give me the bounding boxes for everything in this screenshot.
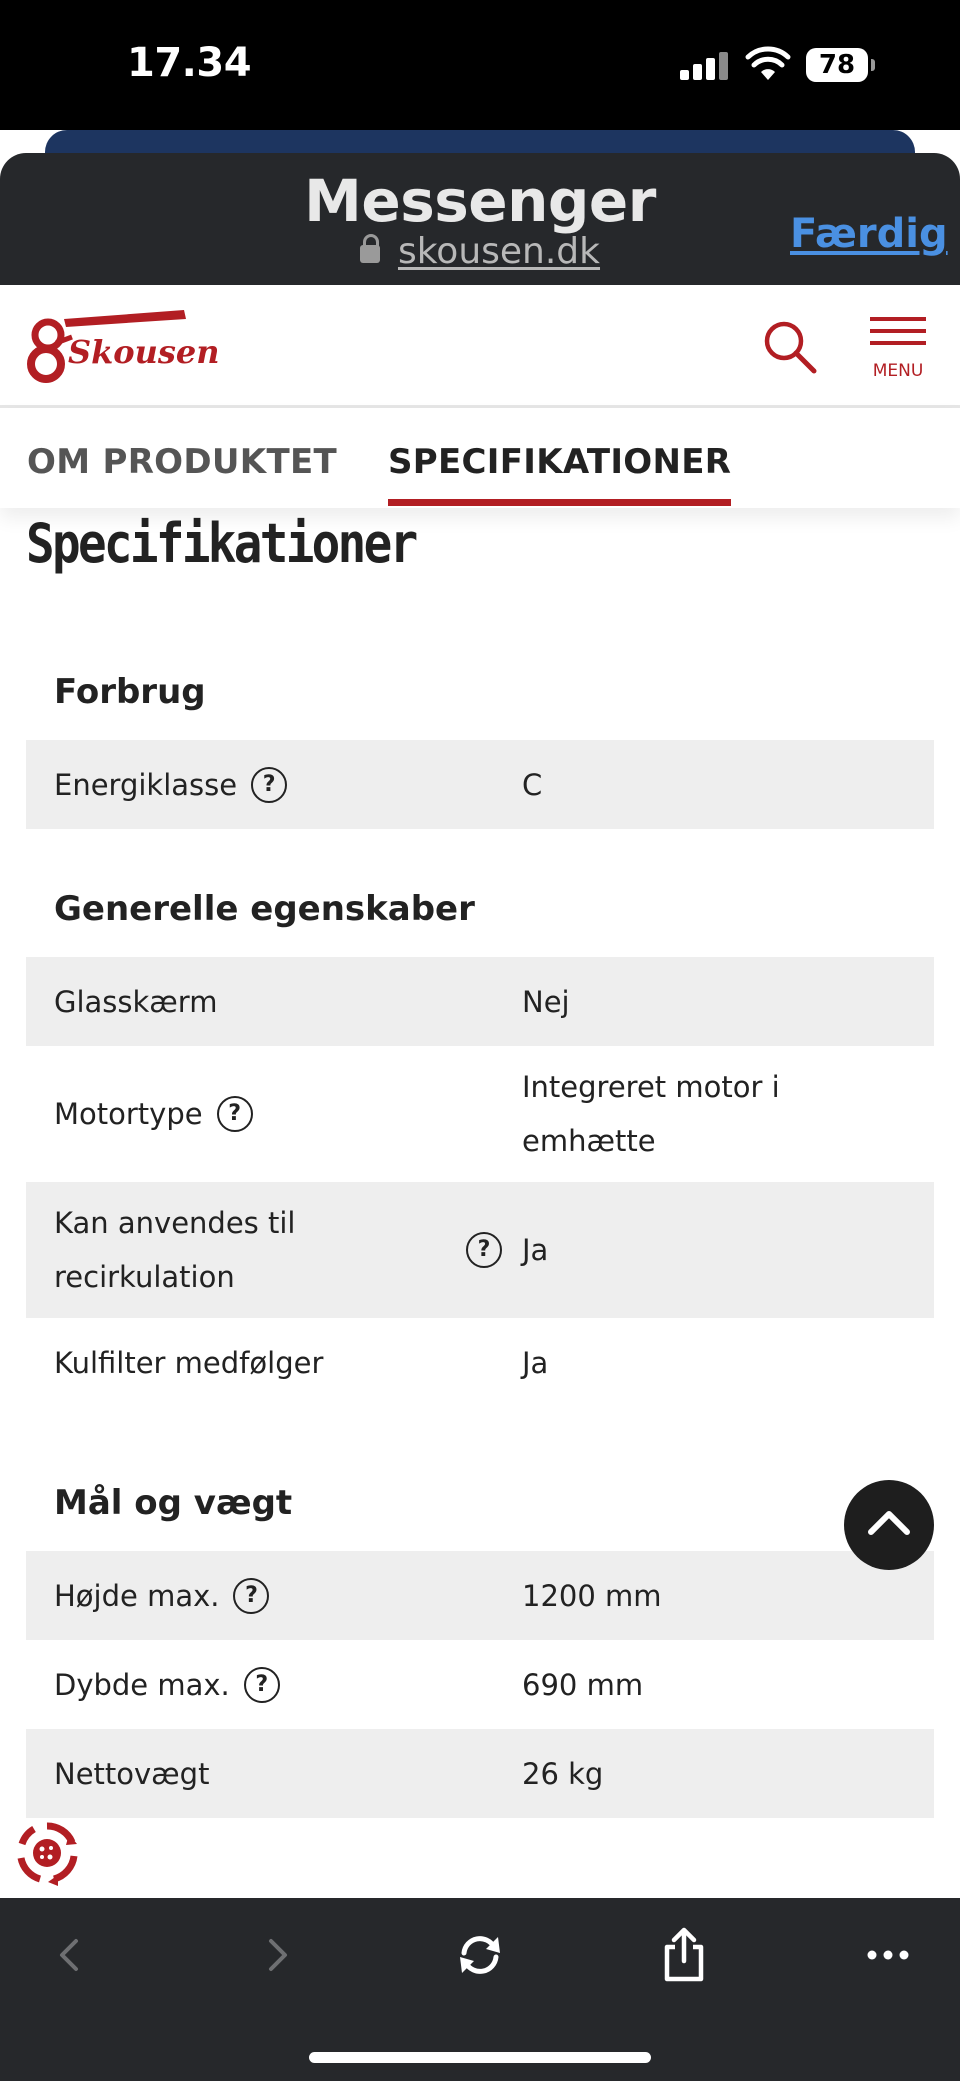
spec-section-forbrug — [26, 630, 934, 829]
skousen-logo[interactable] — [24, 307, 220, 387]
cellular-signal-icon — [680, 52, 730, 80]
status-bar — [0, 0, 960, 130]
spec-label: Energiklasse ? — [26, 758, 522, 812]
help-icon[interactable]: ? — [244, 1667, 280, 1703]
product-tabs — [0, 408, 960, 508]
spec-label: Kulfilter medfølger — [54, 1345, 324, 1380]
reload-icon — [454, 1929, 506, 1981]
help-icon[interactable]: ? — [251, 767, 287, 803]
reload-button[interactable] — [445, 1920, 515, 1990]
spacer — [26, 1407, 934, 1441]
help-icon[interactable]: ? — [233, 1578, 269, 1614]
wifi-icon — [745, 46, 791, 82]
menu-icon-bar — [870, 341, 926, 345]
help-icon[interactable]: ? — [217, 1096, 253, 1132]
browser-toolbar — [0, 1898, 960, 2081]
chevron-right-icon — [257, 1935, 297, 1975]
spec-value: Ja — [522, 1233, 549, 1267]
spec-row — [26, 1182, 934, 1318]
spec-row — [26, 1046, 934, 1182]
spec-row — [26, 957, 934, 1046]
section-title: Forbrug — [54, 672, 206, 712]
spec-label: Motortype ? — [26, 1087, 522, 1141]
section-title: Mål og vægt — [54, 1483, 293, 1523]
spec-section-maal-og-vaegt — [26, 1441, 934, 1818]
spec-value: Nej — [522, 984, 570, 1019]
done-button[interactable]: Færdig — [790, 211, 948, 257]
menu-icon-bar — [870, 329, 926, 333]
tab-specifikationer[interactable]: SPECIFIKATIONER — [388, 442, 732, 482]
more-options-button[interactable] — [853, 1920, 923, 1990]
help-icon[interactable]: ? — [466, 1232, 502, 1268]
menu-icon-bar — [870, 317, 926, 321]
spec-label: Nettovægt — [54, 1756, 210, 1791]
search-icon[interactable] — [762, 319, 818, 375]
spec-row — [26, 1729, 934, 1818]
spec-row — [26, 740, 934, 829]
spec-label: Dybde max. ? — [26, 1658, 522, 1712]
more-icon — [866, 1948, 910, 1962]
chevron-up-icon — [844, 1480, 934, 1570]
spec-value: C — [522, 767, 543, 802]
scroll-to-top-button[interactable] — [844, 1480, 934, 1570]
cookie-settings-icon[interactable] — [14, 1820, 80, 1886]
spec-row — [26, 1640, 934, 1729]
spec-value: 690 mm — [522, 1667, 644, 1702]
share-button[interactable] — [649, 1920, 719, 1990]
share-icon — [659, 1927, 709, 1983]
spec-label: Glasskærm — [54, 984, 218, 1019]
chevron-left-icon — [50, 1935, 90, 1975]
url-text[interactable]: skousen.dk — [397, 231, 601, 272]
menu-label: MENU — [872, 361, 924, 381]
spacer — [26, 829, 934, 847]
spec-value: Integreret motor i emhætte — [522, 1070, 780, 1158]
spec-value: 1200 mm — [522, 1578, 662, 1613]
spec-section-generelle-egenskaber — [26, 847, 934, 1407]
section-title: Generelle egenskaber — [54, 889, 475, 929]
menu-button[interactable] — [868, 317, 928, 381]
site-header — [0, 285, 960, 408]
back-button[interactable] — [35, 1920, 105, 1990]
svg-text:Skousen: Skousen — [68, 333, 220, 371]
browser-title: Messenger — [304, 167, 656, 235]
forward-button[interactable] — [242, 1920, 312, 1990]
tab-om-produktet[interactable]: OM PRODUKTET — [27, 442, 337, 482]
lock-icon — [360, 245, 380, 263]
home-indicator[interactable] — [309, 2052, 651, 2063]
status-time: 17.34 — [127, 40, 252, 86]
page-title: Specifikationer — [26, 512, 416, 575]
spec-label: Højde max. ? — [26, 1569, 522, 1623]
specifications-list — [26, 630, 934, 1818]
spec-value: Ja — [522, 1345, 549, 1380]
spec-row — [26, 1318, 934, 1407]
spec-label: Kan anvendes til recirkulation ? — [26, 1196, 522, 1304]
in-app-browser-header — [0, 153, 960, 285]
spec-row — [26, 1551, 934, 1640]
spec-value: 26 kg — [522, 1756, 604, 1791]
battery-indicator: 78 — [806, 48, 868, 82]
